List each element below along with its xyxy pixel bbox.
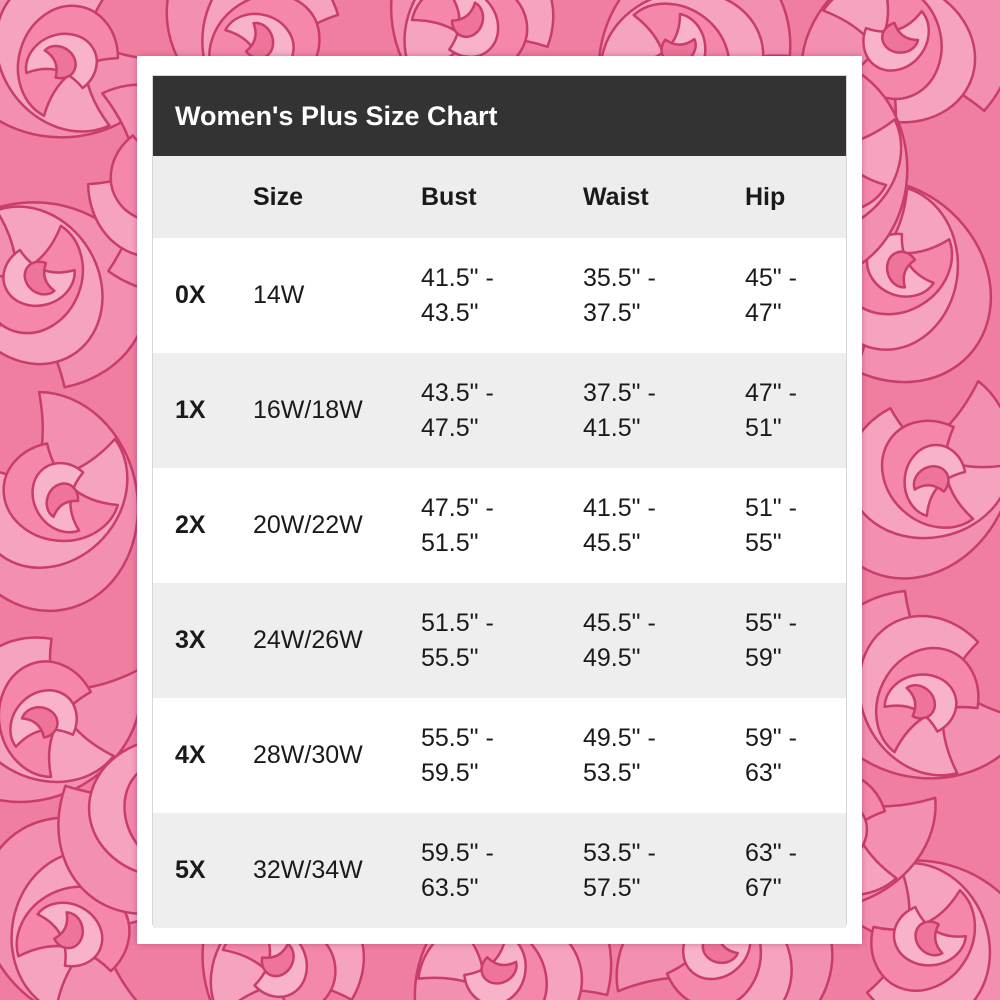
bust-value: 55.5" - 59.5"	[421, 723, 494, 787]
header-bust: Bust	[421, 182, 477, 211]
hip-value: 63" - 67"	[745, 838, 797, 902]
waist-value: 53.5" - 57.5"	[583, 838, 656, 902]
size-value: 24W/26W	[253, 626, 363, 654]
waist-value: 41.5" - 45.5"	[583, 493, 656, 557]
header-size: Size	[253, 182, 304, 211]
row-label: 0X	[175, 281, 206, 309]
header-hip: Hip	[745, 182, 786, 211]
table-row	[153, 583, 846, 698]
size-value: 16W/18W	[253, 396, 363, 424]
header-waist: Waist	[583, 182, 649, 211]
hip-value: 47" - 51"	[745, 378, 797, 442]
bust-value: 41.5" - 43.5"	[421, 263, 494, 327]
row-label: 3X	[175, 626, 206, 654]
table-row	[153, 353, 846, 468]
size-chart-table	[152, 75, 847, 925]
hip-value: 59" - 63"	[745, 723, 797, 787]
hip-value: 45" - 47"	[745, 263, 797, 327]
bust-value: 47.5" - 51.5"	[421, 493, 494, 557]
hip-value: 51" - 55"	[745, 493, 797, 557]
table-row	[153, 238, 846, 353]
size-value: 14W	[253, 281, 305, 309]
row-label: 1X	[175, 396, 206, 424]
hip-value: 55" - 59"	[745, 608, 797, 672]
bust-value: 59.5" - 63.5"	[421, 838, 494, 902]
waist-value: 35.5" - 37.5"	[583, 263, 656, 327]
size-value: 32W/34W	[253, 856, 363, 884]
size-chart-card	[137, 56, 862, 944]
size-value: 28W/30W	[253, 741, 363, 769]
row-label: 4X	[175, 741, 206, 769]
bust-value: 51.5" - 55.5"	[421, 608, 494, 672]
table-row	[153, 698, 846, 813]
header-row	[153, 156, 846, 238]
row-label: 5X	[175, 856, 206, 884]
waist-value: 49.5" - 53.5"	[583, 723, 656, 787]
size-value: 20W/22W	[253, 511, 363, 539]
row-label: 2X	[175, 511, 206, 539]
bust-value: 43.5" - 47.5"	[421, 378, 494, 442]
waist-value: 37.5" - 41.5"	[583, 378, 656, 442]
table-row	[153, 813, 846, 928]
chart-title: Women's Plus Size Chart	[153, 76, 846, 156]
table-row	[153, 468, 846, 583]
waist-value: 45.5" - 49.5"	[583, 608, 656, 672]
